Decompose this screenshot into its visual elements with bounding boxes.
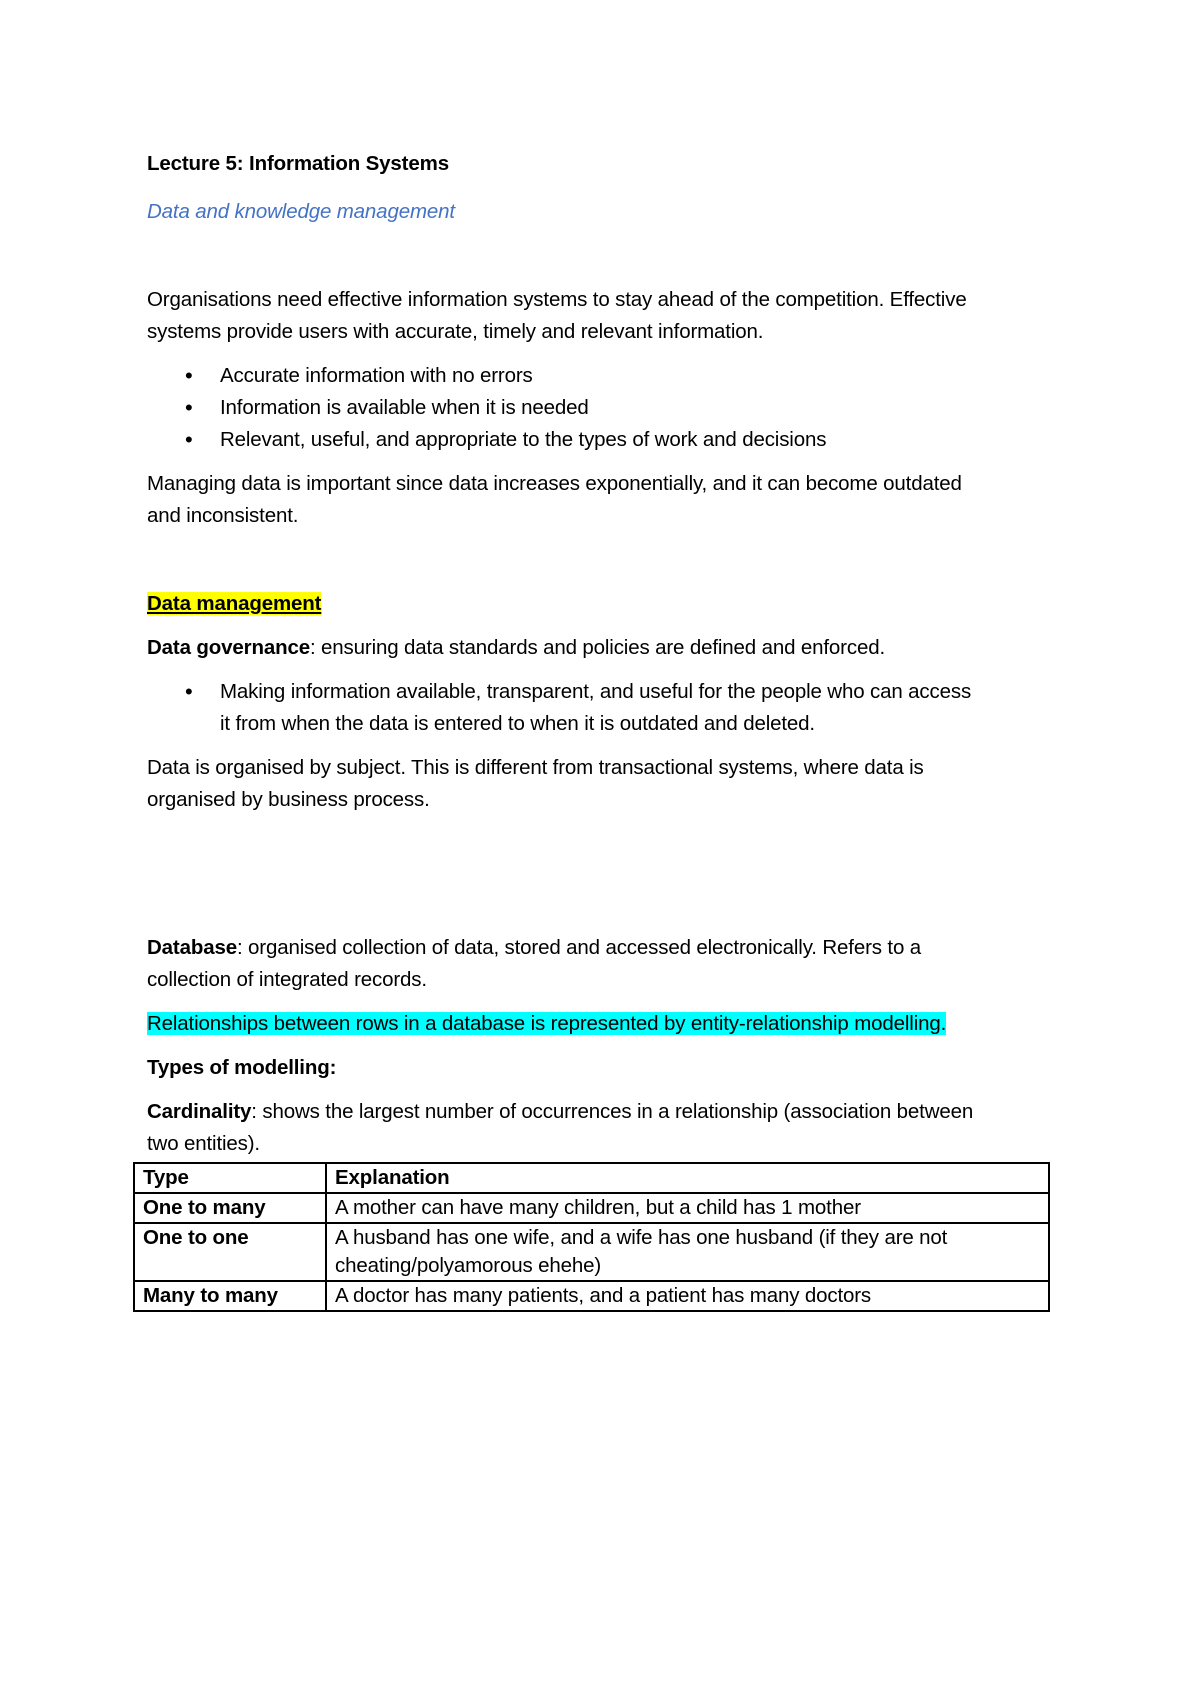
list-item-text: Information is available when it is needed [220, 396, 589, 419]
list-item [147, 676, 1062, 740]
table-row [134, 1281, 1049, 1311]
bullet-icon: • [185, 427, 193, 452]
intro-line: systems provide users with accurate, timely and relevant information. [147, 320, 764, 343]
cardinality-definition: : shows the largest number of occurrences in a relationship (association between [251, 1100, 974, 1123]
governance-paragraph [147, 632, 1062, 664]
table-cell-explanation: A doctor has many patients, and a patient has many doctors [326, 1281, 1049, 1311]
table-cell-text: A husband has one wife, and a wife has one husband (if they are not [335, 1226, 948, 1249]
list-item-text: Accurate information with no errors [220, 364, 533, 387]
database-definition: : organised collection of data, stored and accessed electronically. Refers to a [236, 936, 921, 959]
managing-line: and inconsistent. [147, 504, 299, 527]
types-heading: Types of modelling: [147, 1056, 337, 1079]
list-item-text: Making information available, transparent, and useful for the people who can access [220, 680, 972, 703]
database-line [147, 932, 1062, 964]
document-page [143, 148, 1062, 1312]
page-subtitle: Data and knowledge management [147, 200, 455, 223]
cardinality-term: Cardinality [147, 1100, 252, 1123]
organised-line: organised by business process. [147, 788, 430, 811]
managing-paragraph [147, 468, 1062, 532]
table-cell-type: One to one [134, 1223, 326, 1281]
table-header-cell: Explanation [326, 1163, 1049, 1193]
bullet-icon: • [185, 679, 193, 704]
cardinality-table [133, 1162, 1050, 1312]
database-paragraph [147, 932, 1062, 996]
table-cell-type: One to many [134, 1193, 326, 1223]
table-row [134, 1223, 1049, 1281]
list-item [147, 424, 1062, 456]
section-heading-data-management [147, 588, 1062, 620]
table-row [134, 1193, 1049, 1223]
intro-line: Organisations need effective information systems to stay ahead of the competition. Effective [147, 288, 967, 311]
table-cell-text: cheating/polyamorous ehehe) [335, 1254, 602, 1277]
cardinality-line: two entities). [147, 1132, 260, 1155]
cardinality-paragraph [147, 1096, 1062, 1160]
relationships-paragraph [147, 1008, 1062, 1040]
highlighted-text: Relationships between rows in a database is represented by entity-relationship modelling. [147, 1012, 947, 1035]
table-cell-explanation [326, 1223, 1049, 1281]
bullet-icon: • [185, 395, 193, 420]
organised-line: Data is organised by subject. This is different from transactional systems, where data is [147, 756, 924, 779]
database-term: Database [147, 936, 237, 959]
highlighted-heading: Data management [147, 592, 322, 615]
governance-bullet-list [147, 676, 1062, 740]
bullet-icon: • [185, 363, 193, 388]
cardinality-line [147, 1096, 1062, 1128]
managing-line: Managing data is important since data increases exponentially, and it can become outdated [147, 472, 962, 495]
list-item [147, 360, 1062, 392]
governance-term: Data governance [147, 636, 310, 659]
table-cell-explanation: A mother can have many children, but a child has 1 mother [326, 1193, 1049, 1223]
database-line: collection of integrated records. [147, 968, 427, 991]
table-header-cell: Type [134, 1163, 326, 1193]
table-cell-type: Many to many [134, 1281, 326, 1311]
table-header-row [134, 1163, 1049, 1193]
list-item-text: it from when the data is entered to when it is outdated and deleted. [220, 712, 815, 735]
governance-definition: : ensuring data standards and policies are defined and enforced. [309, 636, 886, 659]
intro-paragraph [147, 284, 1062, 348]
page-title: Lecture 5: Information Systems [147, 152, 449, 175]
organised-paragraph [147, 752, 1062, 816]
table-wrapper [143, 1162, 1062, 1312]
list-item [147, 392, 1062, 424]
list-item-text: Relevant, useful, and appropriate to the types of work and decisions [220, 428, 827, 451]
intro-bullet-list [147, 360, 1062, 456]
